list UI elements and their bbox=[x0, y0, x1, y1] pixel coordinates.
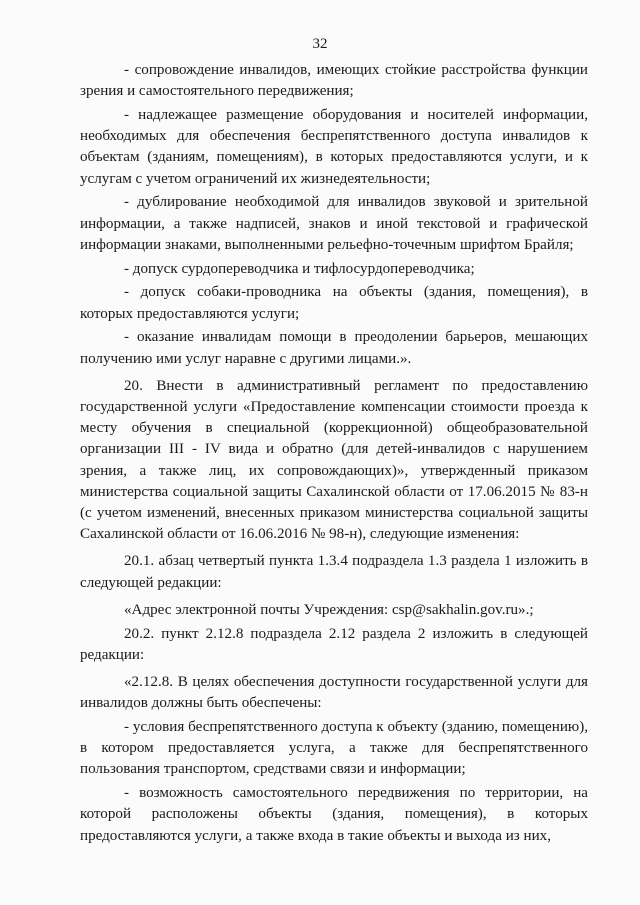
paragraph-access-conditions: - условия беспрепятственного доступа к объекту (зданию, помещению), в котором предоставляется услуга, а также для беспрепятственного пользования транспортом, средствами связи и информации; bbox=[80, 719, 588, 778]
paragraph-independent-movement: - возможность самостоятельного передвижения по территории, на которой расположены объекты (здания, помещения), в которых предоставляются услуги, а также входа в такие объекты и выхода из них, bbox=[80, 785, 588, 844]
paragraph-guide-dog: - допуск собаки-проводника на объекты (здания, помещения), в которых предоставляются услуги; bbox=[80, 284, 588, 322]
paragraph-item-20-2: 20.2. пункт 2.12.8 подраздела 2.12 раздела 2 изложить в следующей редакции: bbox=[80, 625, 588, 663]
document-body bbox=[80, 60, 588, 849]
paragraph-item-20: 20. Внести в административный регламент по предоставлению государственной услуги «Предоставление компенсации стоимости проезда к месту обучения в специальной (коррекционной) общеобразовательной организации III - IV вида и обратно (для детей-инвалидов с нарушением зрения, а также лиц, их сопровождающих)», утвержденный приказом министерства социальной защиты Сахалинской области от 17.06.2015 № 83-н (с учетом изменений, внесенных приказом министерства социальной защиты Сахалинской области от 16.06.2016 № 98-н), следующие изменения: bbox=[80, 377, 588, 543]
paragraph-equipment-placement: - надлежащее размещение оборудования и носителей информации, необходимых для обеспечения беспрепятственного доступа инвалидов к объектам (зданиям, помещениям), в которых предоставляются услуги, и к услугам с учетом ограничений их жизнедеятельности; bbox=[80, 107, 588, 187]
paragraph-email-address: «Адрес электронной почты Учреждения: csp@sakhalin.gov.ru».; bbox=[124, 601, 534, 618]
page-number: 32 bbox=[312, 36, 328, 52]
paragraph-duplication-braille: - дублирование необходимой для инвалидов звуковой и зрительной информации, а также надписей, знаков и иной текстовой и графической информации знаками, выполненными рельефно-точечным шрифтом Брайля; bbox=[80, 194, 588, 253]
paragraph-item-2-12-8: «2.12.8. В целях обеспечения доступности государственной услуги для инвалидов должны быть обеспечены: bbox=[80, 674, 588, 712]
paragraph-barrier-assistance: - оказание инвалидам помощи в преодолении барьеров, мешающих получению ими услуг наравне с другими лицами.». bbox=[80, 329, 588, 367]
paragraph-sign-interpreter: - допуск сурдопереводчика и тифлосурдопереводчика; bbox=[124, 260, 475, 277]
paragraph-item-20-1: 20.1. абзац четвертый пункта 1.3.4 подраздела 1.3 раздела 1 изложить в следующей редакции: bbox=[80, 553, 588, 591]
paragraph-accompany-disabled: - сопровождение инвалидов, имеющих стойкие расстройства функции зрения и самостоятельного передвижения; bbox=[80, 62, 588, 100]
